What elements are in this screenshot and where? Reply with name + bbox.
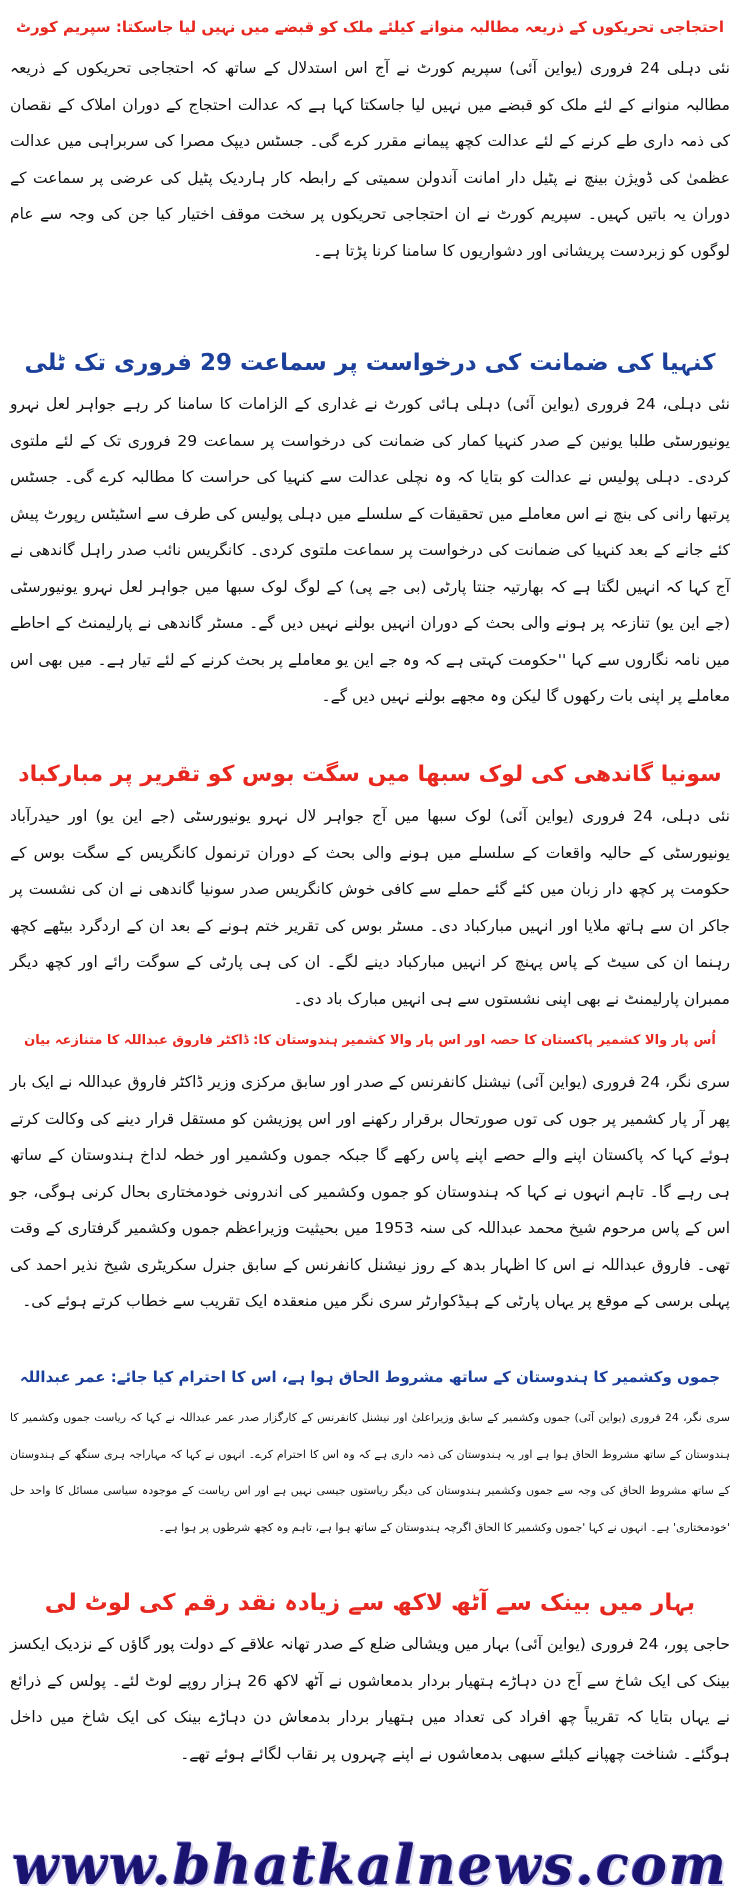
article-body-supreme-court: نئی دہلی 24 فروری (یواین آئی) سپریم کورٹ نے آج اس استدلال کے ساتھ کہ احتجاجی تحریکوں کے ذریعہ مطالبہ منوانے کے لئے ملک کو قبضے میں نہیں لیا جاسکتا کہا ہے کہ عدالت احتجاج کے دوران املاک کے نقصان کی ذمہ داری طے کرنے کے لئے عدالت کچھ پیمانے مقرر کرے گی۔ جسٹس دیپک مصرا کی سربراہی میں عدالت عظمیٰ کی ڈویژن بینچ نے پٹیل دار امانت آندولن سمیتی کے رابطہ کار ہاردیک پٹیل کی عرضی پر سماعت کے دوران یہ باتیں کہیں۔ سپریم کورٹ نے ان احتجاجی تحریکوں پر سخت موقف اختیار کیا جن کی وجہ سے عام لوگوں کو زبردست پریشانی اور دشواریوں کا سامنا کرنا پڑتا ہے۔ [10, 59, 730, 260]
headline-bihar-bank-robbery: بہار میں بینک سے آٹھ لاکھ سے زیادہ نقد رقم کی لوٹ لی [44, 1590, 696, 1616]
headline-supreme-court: احتجاجی تحریکوں کے ذریعہ مطالبہ منوانے کیلئے ملک کو قبضے میں نہیں لیا جاسکتا: سپریم کورٹ [15, 18, 725, 36]
headline-omar-abdullah: جموں وکشمیر کا ہندوستان کے ساتھ مشروط الحاق ہوا ہے، اس کا احترام کیا جائے: عمر عبداللہ [19, 1368, 721, 1386]
headline-farooq-abdullah: اُس پار والا کشمیر پاکستان کا حصہ اور اس پار والا کشمیر ہندوستان کا: ڈاکٹر فاروق عبداللہ کا متنازعہ بیان [24, 1033, 716, 1048]
article-body-farooq-abdullah: سری نگر، 24 فروری (یواین آئی) نیشنل کانفرنس کے صدر اور سابق مرکزی وزیر ڈاکٹر فاروق عبداللہ نے ایک بار پھر آر پار کشمیر پر جوں کی توں صورتحال برقرار رکھنے اور اس پوزیشن کو مستقل قرار دینے کی وکالت کرتے ہوئے کہا کہ پاکستان اپنے والے حصے اپنے پاس رکھے گا جبکہ جموں وکشمیر اور خطہ لداخ ہندوستان کے ساتھ ہی رہے گا۔ تاہم انہوں نے کہا کہ ہندوستان کو جموں وکشمیر کی اندرونی خودمختاری بحال کرنی ہوگی، جو اس کے پاس مرحوم شیخ محمد عبداللہ کی سنہ 1953 میں بحیثیت وزیراعظم جموں وکشمیر گرفتاری کے وقت تھی۔ فاروق عبداللہ نے اس کا اظہار بدھ کے روز نیشنل کانفرنس کے سابق جنرل سکریٹری شیخ نذیر احمد کی پہلی برسی کے موقع پر یہاں پارٹی کے ہیڈکوارٹر سری نگر میں منعقدہ ایک تقریب سے خطاب کرتے ہوئے کی۔ [10, 1073, 731, 1310]
article-body-omar-abdullah: سری نگر، 24 فروری (یواین آئی) جموں وکشمیر کے سابق وزیراعلیٰ اور نیشنل کانفرنس کے کارگزار صدر عمر عبداللہ نے کہا کہ ریاست جموں وکشمیر کا ہندوستان کے ساتھ مشروط الحاق ہوا ہے اور یہ ہندوستان کی ذمہ داری ہے کہ وہ اس کا احترام کرے۔ انہوں نے کہا کہ مہاراجہ ہری سنگھ کے ہندوستان کے ساتھ مشروط الحاق کی وجہ سے جموں وکشمیر ہندوستان کی دیگر ریاستوں جیسی نہیں ہے اور اس ریاست کے موجودہ سیاسی مسائل کا واحد حل 'خودمختاری' ہے۔ انہوں نے کہا 'جموں وکشمیر کا الحاق اگرچہ ہندوستان کے ساتھ ہوا ہے، تاہم وہ کچھ شرطوں پر ہوا ہے۔ [10, 1411, 730, 1534]
site-url-logo[interactable]: www.bhatkalnews.com [11, 1833, 729, 1897]
article-body-sonia-gandhi: نئی دہلی، 24 فروری (یواین آئی) لوک سبھا میں آج جواہر لال نہرو یونیورسٹی (جے این یو) اور حیدرآباد یونیورسٹی کے حالیہ واقعات کے سلسلے میں ہونے والی بحث کے دوران ترنمول کانگریس کے سگت بوس کے حکومت پر کچھ دار زبان میں کئے گئے حملے سے کافی خوش کانگریس صدر سونیا گاندھی نے ان کی نشست پر جاکر ان سے ہاتھ ملایا اور انہیں مبارکباد دی۔ مسٹر بوس کی تقریر ختم ہونے کے بعد ان کے اردگرد بیٹھے کچھ رہنما ان کی سیٹ کے پاس پہنچ کر انہیں مبارکباد دینے لگے۔ ان کی ہی پارٹی کے سوگت رائے اور کچھ دیگر ممبران پارلیمنٹ نے بھی اپنی نشستوں سے ہی انہیں مبارک باد دی۔ [10, 807, 730, 1008]
article-body-bihar-bank-robbery: حاجی پور، 24 فروری (یواین آئی) بہار میں ویشالی ضلع کے صدر تھانہ علاقے کے دولت پور گاؤں کے نزدیک ایکسز بینک کی ایک شاخ سے آج دن دہاڑے ہتھیار بردار بدمعاشوں نے آٹھ لاکھ 26 ہزار روپے لوٹ لئے۔ پولس کے ذرائع نے یہاں بتایا کہ تقریباً چھ افراد کی تعداد میں ہتھیار بردار بدمعاش دن دہاڑے بینک کی ایک شاخ میں داخل ہوگئے۔ شناخت چھپانے کیلئے سبھی بدمعاشوں نے اپنے چہروں پر نقاب لگائے ہوئے تھے۔ [10, 1635, 730, 1763]
article-body-kanhaiya-bail: نئی دہلی، 24 فروری (یواین آئی) دہلی ہائی کورٹ نے غداری کے الزامات کا سامنا کر رہے جواہر لعل نہرو یونیورسٹی طلبا یونین کے صدر کنہیا کمار کی ضمانت کی درخواست پر سماعت 29 فروری تک کے لئے ملتوی کردی۔ دہلی پولیس نے عدالت کو بتایا کہ وہ نچلی عدالت سے کنہیا کی حراست کا مطالبہ کرے گی۔ جسٹس پرتبھا رانی کی بنچ نے اس معاملے میں تحقیقات کے سلسلے میں دہلی پولیس کی طرف سے اسٹیٹس رپورٹ پیش کئے جانے کے بعد کنہیا کی ضمانت کی درخواست پر سماعت ملتوی کردی۔ کانگریس نائب صدر راہل گاندھی نے آج کہا کہ انہیں لگتا ہے کہ بھارتیہ جنتا پارٹی (بی جے پی) کے لوگ لوک سبھا میں جواہر لعل نہرو یونیورسٹی (جے این یو) تنازعہ پر ہونے والی بحث کے دوران انہیں بولنے نہیں دیں گے۔ مسٹر گاندھی نے پارلیمنٹ کے احاطے میں نامہ نگاروں سے کہا ''حکومت کہتی ہے کہ وہ جے این یو معاملے پر بحث کرنے کے لئے تیار ہے۔ میں بھی اس معاملے پر اپنی بات رکھوں گا لیکن وہ مجھے بولنے نہیں دیں گے۔ [10, 395, 730, 705]
headline-sonia-gandhi: سونیا گاندھی کی لوک سبھا میں سگت بوس کو تقریر پر مبارکباد [18, 762, 722, 787]
headline-kanhaiya-bail: کنہیا کی ضمانت کی درخواست پر سماعت 29 فروری تک ٹلی [24, 350, 716, 376]
footer-banner [0, 1834, 740, 1896]
